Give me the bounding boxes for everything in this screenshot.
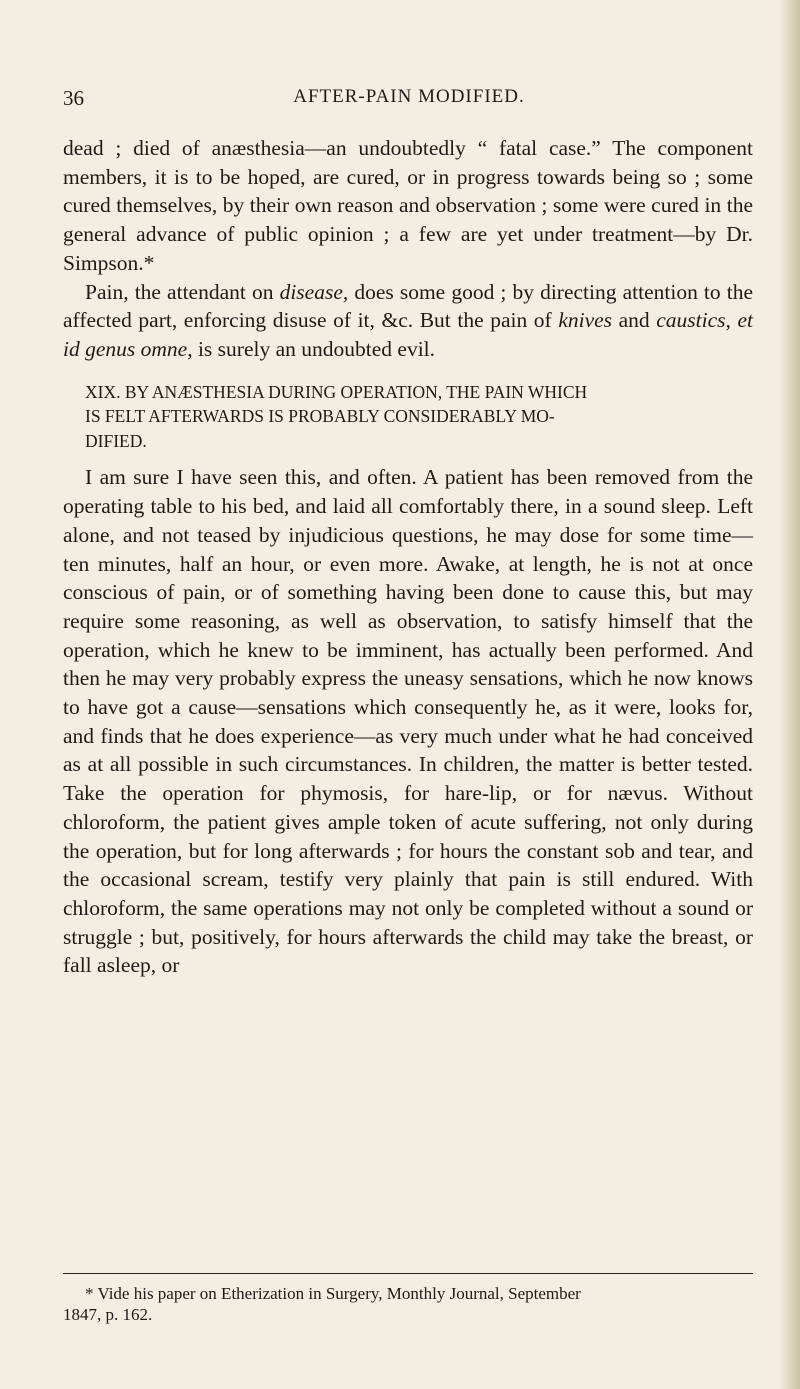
footnote-line-2: 1847, p. 162.: [63, 1305, 153, 1324]
paragraph-2-part-2: does some good ; by directing attention to the affected part, enforcing disuse of it, &c. But the pain of: [63, 279, 753, 333]
page-number: 36: [63, 86, 84, 110]
footnote: [63, 1283, 753, 1325]
page-edge-shadow: [778, 0, 800, 1389]
paragraph-2-emphasis-disease: disease,: [279, 279, 349, 304]
section-heading-line-2: IS FELT AFTERWARDS IS PROBABLY CONSIDERABLY MO-: [85, 406, 555, 427]
footnote-divider: [63, 1273, 753, 1274]
page-header: [63, 86, 755, 116]
paragraph-3: I am sure I have seen this, and often. A patient has been removed from the operating table to his bed, and laid all comfortably there, in a sound sleep. Left alone, and not teased by injudicious questions, he may dose for some time— ten minutes, half an hour, or even more. Awake, at length, he is not at once conscious of pain, or of something having been done to cause this, but may require some reasoning, as well as observation, to satisfy himself that the operation, which he knew to be imminent, has actually been performed. And then he may very probably express the uneasy sensations, which he now knows to have got a cause—sensations which consequently he, as it were, looks for, and finds that he does experience—as very much under what he had conceived as at all possible in such circumstances. In children, the matter is better tested. Take the operation for phymosis, for hare-lip, or for nævus. Without chloroform, the patient gives ample token of acute suffering, not only during the operation, but for long afterwards ; for hours the constant sob and tear, and the occasional scream, testify very plainly that pain is still endured. With chloroform, the same operations may not only be completed without a sound or struggle ; but, positively, for hours afterwards the child may take the breast, or fall asleep, or: [63, 465, 753, 978]
paragraph-2-emphasis-latin: caustics, et id genus omne,: [63, 308, 753, 361]
paragraph-2-part-4: is surely an undoubted evil.: [192, 336, 436, 361]
paragraph-2: [63, 278, 753, 364]
paragraph-2-part-1: Pain, the attendant on: [85, 279, 280, 304]
paragraph-1: dead ; died of anæsthesia—an undoubtedly “ fatal case.” The component members, it is to be hoped, are cured, or in progress towards being so ; some cured themselves, by their own reason and observation ; some were cured in the general advance of public opinion ; a few are yet under treatment—by Dr. Simpson.*: [63, 136, 753, 275]
running-title: AFTER-PAIN MODIFIED.: [293, 86, 525, 107]
section-heading: [63, 380, 753, 454]
paragraph-2-emphasis-knives: knives: [558, 308, 613, 333]
section-heading-line-3: DIFIED.: [85, 430, 147, 451]
footnote-line-1: * Vide his paper on Etherization in Surgery, Monthly Journal, September: [85, 1284, 581, 1303]
paragraph-2-part-3: and: [612, 308, 657, 333]
body-text: [63, 134, 753, 980]
section-heading-line-1: XIX. BY ANÆSTHESIA DURING OPERATION, THE PAIN WHICH: [85, 381, 588, 402]
